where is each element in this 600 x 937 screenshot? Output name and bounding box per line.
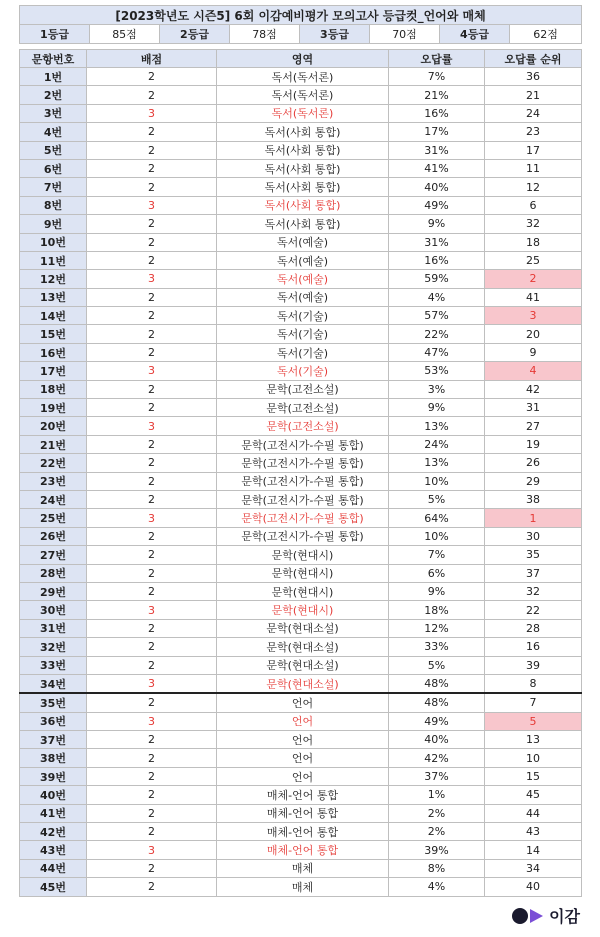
points-cell: 3 <box>87 362 217 380</box>
area-cell: 문학(고전소설) <box>217 380 389 398</box>
area-cell: 독서(독서론) <box>217 86 389 104</box>
points-cell: 2 <box>87 86 217 104</box>
area-cell: 문학(고전소설) <box>217 399 389 417</box>
area-cell: 매체-언어 통합 <box>217 786 389 804</box>
question-number-cell: 28번 <box>20 564 87 582</box>
error-rank-cell: 43 <box>485 823 582 841</box>
question-number-cell: 36번 <box>20 712 87 730</box>
error-rate-cell: 6% <box>389 564 485 582</box>
area-cell: 독서(사회 통합) <box>217 196 389 214</box>
points-cell: 2 <box>87 804 217 822</box>
points-cell: 2 <box>87 435 217 453</box>
points-cell: 2 <box>87 749 217 767</box>
area-cell: 독서(기술) <box>217 343 389 361</box>
error-rate-cell: 16% <box>389 104 485 122</box>
question-number-cell: 31번 <box>20 619 87 637</box>
points-cell: 3 <box>87 509 217 527</box>
table-row <box>20 601 582 619</box>
table-row <box>20 270 582 288</box>
error-rank-cell: 21 <box>485 86 582 104</box>
question-number-cell: 8번 <box>20 196 87 214</box>
points-cell: 3 <box>87 196 217 214</box>
table-row <box>20 399 582 417</box>
table-row <box>20 859 582 877</box>
area-cell: 독서(사회 통합) <box>217 141 389 159</box>
table-row <box>20 343 582 361</box>
points-cell: 3 <box>87 674 217 693</box>
area-cell: 문학(현대시) <box>217 564 389 582</box>
error-rate-cell: 9% <box>389 399 485 417</box>
table-row <box>20 804 582 822</box>
points-cell: 3 <box>87 104 217 122</box>
error-rate-cell: 2% <box>389 823 485 841</box>
question-number-cell: 39번 <box>20 767 87 785</box>
error-rank-cell: 28 <box>485 619 582 637</box>
table-row <box>20 656 582 674</box>
error-rank-cell: 29 <box>485 472 582 490</box>
table-row <box>20 68 582 86</box>
points-cell: 3 <box>87 841 217 859</box>
error-rank-cell: 31 <box>485 399 582 417</box>
table-row <box>20 251 582 269</box>
table-row <box>20 786 582 804</box>
error-rank-cell: 35 <box>485 546 582 564</box>
error-rate-cell: 48% <box>389 674 485 693</box>
error-rate-cell: 13% <box>389 454 485 472</box>
table-row <box>20 527 582 545</box>
points-cell: 2 <box>87 619 217 637</box>
area-cell: 독서(독서론) <box>217 68 389 86</box>
question-number-cell: 44번 <box>20 859 87 877</box>
error-rank-cell: 24 <box>485 104 582 122</box>
table-row <box>20 307 582 325</box>
points-cell: 2 <box>87 786 217 804</box>
grade-1-score: 85점 <box>90 25 160 44</box>
table-row <box>20 325 582 343</box>
error-rank-cell: 13 <box>485 731 582 749</box>
question-number-cell: 3번 <box>20 104 87 122</box>
error-rank-cell: 9 <box>485 343 582 361</box>
error-rate-cell: 7% <box>389 68 485 86</box>
error-rank-cell: 20 <box>485 325 582 343</box>
error-rate-cell: 16% <box>389 251 485 269</box>
table-row <box>20 693 582 712</box>
error-rank-cell: 25 <box>485 251 582 269</box>
error-rate-cell: 42% <box>389 749 485 767</box>
question-number-cell: 9번 <box>20 215 87 233</box>
error-rank-cell: 42 <box>485 380 582 398</box>
question-number-cell: 43번 <box>20 841 87 859</box>
question-number-cell: 11번 <box>20 251 87 269</box>
grade-2-score: 78점 <box>230 25 300 44</box>
question-number-cell: 32번 <box>20 638 87 656</box>
area-cell: 문학(고전시가-수필 통합) <box>217 509 389 527</box>
error-rank-cell: 5 <box>485 712 582 730</box>
area-cell: 매체-언어 통합 <box>217 823 389 841</box>
question-number-cell: 2번 <box>20 86 87 104</box>
error-rate-cell: 9% <box>389 582 485 600</box>
error-rate-cell: 9% <box>389 215 485 233</box>
points-cell: 2 <box>87 582 217 600</box>
error-rank-cell: 7 <box>485 693 582 712</box>
area-cell: 문학(고전시가-수필 통합) <box>217 435 389 453</box>
table-row <box>20 215 582 233</box>
error-rate-cell: 4% <box>389 878 485 896</box>
col-header-error-rank: 오답률 순위 <box>485 50 582 68</box>
error-rank-cell: 40 <box>485 878 582 896</box>
error-rank-cell: 19 <box>485 435 582 453</box>
table-row <box>20 178 582 196</box>
question-number-cell: 20번 <box>20 417 87 435</box>
error-rank-cell: 37 <box>485 564 582 582</box>
points-cell: 2 <box>87 454 217 472</box>
error-rank-cell: 41 <box>485 288 582 306</box>
error-rank-cell: 15 <box>485 767 582 785</box>
points-cell: 2 <box>87 490 217 508</box>
error-rank-cell: 2 <box>485 270 582 288</box>
error-rate-cell: 8% <box>389 859 485 877</box>
area-cell: 문학(현대시) <box>217 546 389 564</box>
error-rank-cell: 11 <box>485 159 582 177</box>
table-row <box>20 380 582 398</box>
error-rate-cell: 22% <box>389 325 485 343</box>
points-cell: 2 <box>87 399 217 417</box>
area-cell: 문학(고전시가-수필 통합) <box>217 490 389 508</box>
table-row <box>20 288 582 306</box>
error-rate-cell: 2% <box>389 804 485 822</box>
error-rank-cell: 3 <box>485 307 582 325</box>
area-cell: 문학(고전시가-수필 통합) <box>217 527 389 545</box>
table-row <box>20 619 582 637</box>
table-row <box>20 582 582 600</box>
table-row <box>20 233 582 251</box>
question-number-cell: 27번 <box>20 546 87 564</box>
error-rate-cell: 37% <box>389 767 485 785</box>
table-row <box>20 123 582 141</box>
points-cell: 2 <box>87 325 217 343</box>
area-cell: 독서(독서론) <box>217 104 389 122</box>
points-cell: 2 <box>87 251 217 269</box>
error-rate-cell: 18% <box>389 601 485 619</box>
table-row <box>20 362 582 380</box>
points-cell: 2 <box>87 159 217 177</box>
table-row <box>20 823 582 841</box>
table-row <box>20 86 582 104</box>
points-cell: 3 <box>87 601 217 619</box>
points-cell: 2 <box>87 731 217 749</box>
error-rank-cell: 6 <box>485 196 582 214</box>
error-rank-cell: 14 <box>485 841 582 859</box>
error-rank-cell: 10 <box>485 749 582 767</box>
error-rank-cell: 8 <box>485 674 582 693</box>
question-number-cell: 30번 <box>20 601 87 619</box>
grade-3-label: 3등급 <box>300 25 370 44</box>
points-cell: 2 <box>87 564 217 582</box>
table-row <box>20 638 582 656</box>
grade-4-label: 4등급 <box>440 25 510 44</box>
table-row <box>20 767 582 785</box>
error-rank-cell: 26 <box>485 454 582 472</box>
table-row <box>20 104 582 122</box>
table-row <box>20 546 582 564</box>
error-rate-cell: 48% <box>389 693 485 712</box>
error-rate-cell: 1% <box>389 786 485 804</box>
error-rank-cell: 12 <box>485 178 582 196</box>
points-cell: 2 <box>87 527 217 545</box>
error-rank-cell: 27 <box>485 417 582 435</box>
area-cell: 독서(예술) <box>217 288 389 306</box>
question-number-cell: 15번 <box>20 325 87 343</box>
error-rate-cell: 7% <box>389 546 485 564</box>
area-cell: 매체 <box>217 859 389 877</box>
error-rank-cell: 4 <box>485 362 582 380</box>
table-row <box>20 878 582 896</box>
points-cell: 2 <box>87 380 217 398</box>
points-cell: 2 <box>87 288 217 306</box>
area-cell: 문학(현대소설) <box>217 619 389 637</box>
area-cell: 독서(예술) <box>217 270 389 288</box>
points-cell: 2 <box>87 878 217 896</box>
table-row <box>20 435 582 453</box>
table-row <box>20 417 582 435</box>
error-rate-cell: 53% <box>389 362 485 380</box>
error-rate-cell: 41% <box>389 159 485 177</box>
page-title: [2023학년도 시즌5] 6회 이감예비평가 모의고사 등급컷_언어와 매체 <box>20 6 582 25</box>
grade-3-score: 70점 <box>370 25 440 44</box>
error-rate-cell: 31% <box>389 141 485 159</box>
points-cell: 2 <box>87 215 217 233</box>
area-cell: 언어 <box>217 731 389 749</box>
table-row <box>20 509 582 527</box>
error-rate-cell: 21% <box>389 86 485 104</box>
points-cell: 2 <box>87 638 217 656</box>
table-row <box>20 731 582 749</box>
error-rank-cell: 16 <box>485 638 582 656</box>
points-cell: 2 <box>87 693 217 712</box>
area-cell: 독서(예술) <box>217 251 389 269</box>
error-rank-cell: 32 <box>485 582 582 600</box>
question-number-cell: 12번 <box>20 270 87 288</box>
question-number-cell: 37번 <box>20 731 87 749</box>
question-number-cell: 22번 <box>20 454 87 472</box>
points-cell: 2 <box>87 178 217 196</box>
question-number-cell: 34번 <box>20 674 87 693</box>
grade-1-label: 1등급 <box>20 25 90 44</box>
question-stats-table <box>19 49 582 897</box>
question-number-cell: 42번 <box>20 823 87 841</box>
error-rank-cell: 1 <box>485 509 582 527</box>
table-header-row <box>20 50 582 68</box>
error-rate-cell: 3% <box>389 380 485 398</box>
table-row <box>20 196 582 214</box>
error-rank-cell: 45 <box>485 786 582 804</box>
error-rate-cell: 64% <box>389 509 485 527</box>
points-cell: 2 <box>87 859 217 877</box>
question-number-cell: 1번 <box>20 68 87 86</box>
area-cell: 독서(기술) <box>217 307 389 325</box>
question-number-cell: 18번 <box>20 380 87 398</box>
area-cell: 문학(현대시) <box>217 601 389 619</box>
error-rate-cell: 5% <box>389 490 485 508</box>
area-cell: 문학(현대소설) <box>217 638 389 656</box>
area-cell: 독서(사회 통합) <box>217 123 389 141</box>
points-cell: 2 <box>87 233 217 251</box>
error-rate-cell: 47% <box>389 343 485 361</box>
area-cell: 문학(현대시) <box>217 582 389 600</box>
points-cell: 2 <box>87 656 217 674</box>
area-cell: 문학(고전소설) <box>217 417 389 435</box>
question-number-cell: 25번 <box>20 509 87 527</box>
table-body <box>20 68 582 897</box>
question-number-cell: 29번 <box>20 582 87 600</box>
table-row <box>20 564 582 582</box>
brand-logo <box>511 904 580 927</box>
question-number-cell: 24번 <box>20 490 87 508</box>
points-cell: 3 <box>87 270 217 288</box>
points-cell: 2 <box>87 472 217 490</box>
question-number-cell: 23번 <box>20 472 87 490</box>
question-number-cell: 26번 <box>20 527 87 545</box>
header-table <box>19 5 582 44</box>
error-rank-cell: 17 <box>485 141 582 159</box>
igam-logo-icon <box>511 907 545 925</box>
table-row <box>20 490 582 508</box>
area-cell: 문학(고전시가-수필 통합) <box>217 472 389 490</box>
area-cell: 매체-언어 통합 <box>217 841 389 859</box>
area-cell: 독서(기술) <box>217 325 389 343</box>
area-cell: 문학(고전시가-수필 통합) <box>217 454 389 472</box>
error-rate-cell: 40% <box>389 731 485 749</box>
error-rate-cell: 33% <box>389 638 485 656</box>
grade-2-label: 2등급 <box>160 25 230 44</box>
grade-cut-sheet <box>19 5 581 897</box>
area-cell: 언어 <box>217 767 389 785</box>
question-number-cell: 7번 <box>20 178 87 196</box>
error-rate-cell: 13% <box>389 417 485 435</box>
error-rank-cell: 44 <box>485 804 582 822</box>
error-rate-cell: 40% <box>389 178 485 196</box>
area-cell: 독서(사회 통합) <box>217 215 389 233</box>
question-number-cell: 10번 <box>20 233 87 251</box>
error-rank-cell: 36 <box>485 68 582 86</box>
points-cell: 3 <box>87 417 217 435</box>
table-row <box>20 712 582 730</box>
area-cell: 언어 <box>217 693 389 712</box>
table-row <box>20 454 582 472</box>
error-rate-cell: 17% <box>389 123 485 141</box>
error-rate-cell: 24% <box>389 435 485 453</box>
points-cell: 2 <box>87 307 217 325</box>
logo-text: 이감 <box>549 907 580 926</box>
points-cell: 2 <box>87 141 217 159</box>
question-number-cell: 41번 <box>20 804 87 822</box>
error-rank-cell: 22 <box>485 601 582 619</box>
error-rank-cell: 38 <box>485 490 582 508</box>
error-rank-cell: 32 <box>485 215 582 233</box>
area-cell: 문학(현대소설) <box>217 674 389 693</box>
table-row <box>20 141 582 159</box>
col-header-points: 배점 <box>87 50 217 68</box>
question-number-cell: 16번 <box>20 343 87 361</box>
points-cell: 2 <box>87 767 217 785</box>
col-header-question: 문항번호 <box>20 50 87 68</box>
question-number-cell: 4번 <box>20 123 87 141</box>
error-rank-cell: 30 <box>485 527 582 545</box>
table-row <box>20 159 582 177</box>
points-cell: 3 <box>87 712 217 730</box>
question-number-cell: 6번 <box>20 159 87 177</box>
error-rate-cell: 10% <box>389 472 485 490</box>
error-rate-cell: 10% <box>389 527 485 545</box>
grade-cut-row <box>20 25 582 44</box>
col-header-area: 영역 <box>217 50 389 68</box>
error-rank-cell: 39 <box>485 656 582 674</box>
error-rate-cell: 5% <box>389 656 485 674</box>
error-rank-cell: 23 <box>485 123 582 141</box>
area-cell: 독서(사회 통합) <box>217 159 389 177</box>
question-number-cell: 13번 <box>20 288 87 306</box>
table-row <box>20 749 582 767</box>
question-number-cell: 45번 <box>20 878 87 896</box>
error-rate-cell: 59% <box>389 270 485 288</box>
question-number-cell: 33번 <box>20 656 87 674</box>
table-row <box>20 841 582 859</box>
table-row <box>20 472 582 490</box>
question-number-cell: 5번 <box>20 141 87 159</box>
error-rate-cell: 49% <box>389 712 485 730</box>
col-header-error-rate: 오답률 <box>389 50 485 68</box>
area-cell: 독서(예술) <box>217 233 389 251</box>
points-cell: 2 <box>87 823 217 841</box>
question-number-cell: 38번 <box>20 749 87 767</box>
area-cell: 언어 <box>217 712 389 730</box>
question-number-cell: 35번 <box>20 693 87 712</box>
error-rate-cell: 31% <box>389 233 485 251</box>
points-cell: 2 <box>87 343 217 361</box>
area-cell: 매체 <box>217 878 389 896</box>
area-cell: 독서(사회 통합) <box>217 178 389 196</box>
question-number-cell: 19번 <box>20 399 87 417</box>
area-cell: 문학(현대소설) <box>217 656 389 674</box>
question-number-cell: 40번 <box>20 786 87 804</box>
error-rate-cell: 39% <box>389 841 485 859</box>
error-rate-cell: 4% <box>389 288 485 306</box>
question-number-cell: 21번 <box>20 435 87 453</box>
table-row <box>20 674 582 693</box>
area-cell: 언어 <box>217 749 389 767</box>
points-cell: 2 <box>87 546 217 564</box>
area-cell: 독서(기술) <box>217 362 389 380</box>
area-cell: 매체-언어 통합 <box>217 804 389 822</box>
points-cell: 2 <box>87 68 217 86</box>
question-number-cell: 14번 <box>20 307 87 325</box>
points-cell: 2 <box>87 123 217 141</box>
error-rate-cell: 12% <box>389 619 485 637</box>
error-rate-cell: 49% <box>389 196 485 214</box>
error-rank-cell: 34 <box>485 859 582 877</box>
grade-4-score: 62점 <box>510 25 582 44</box>
error-rank-cell: 18 <box>485 233 582 251</box>
question-number-cell: 17번 <box>20 362 87 380</box>
error-rate-cell: 57% <box>389 307 485 325</box>
